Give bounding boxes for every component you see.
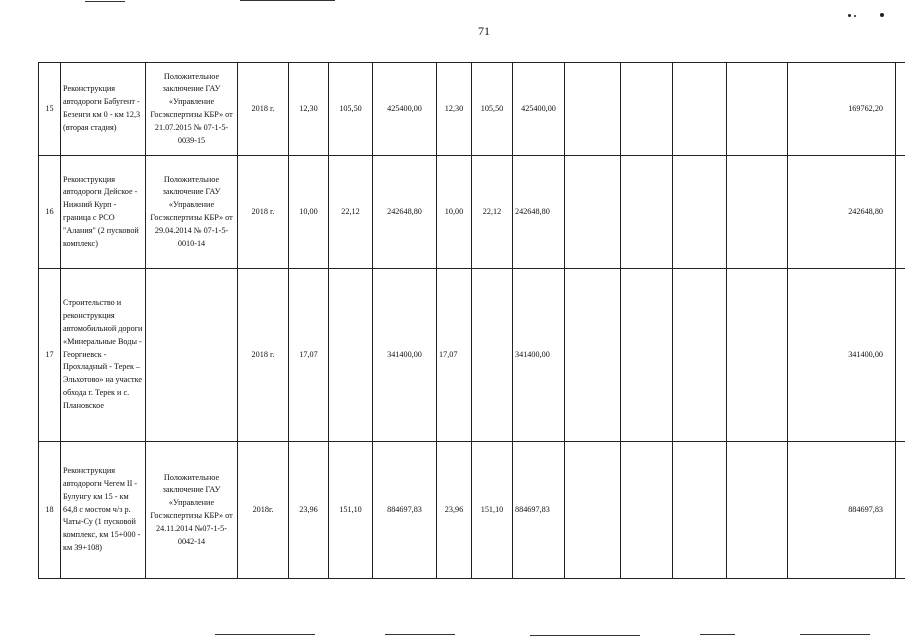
expert-conclusion: Положительное заключение ГАУ «Управление Госэкспертизы КБР» от 21.07.2015 № 07-1-5-0039-15 (146, 63, 238, 156)
empty-cell (673, 63, 727, 156)
area-2: 151,10 (472, 442, 513, 579)
empty-cell (727, 442, 788, 579)
length-km-2: 12,30 (437, 63, 472, 156)
empty-cell (896, 442, 905, 579)
empty-cell (565, 269, 621, 442)
year: 2018 г. (238, 269, 289, 442)
project-name: Реконструкция автодороги Бабугент - Безенги км 0 - км 12,3 (вторая стадия) (61, 63, 146, 156)
scan-line (800, 634, 870, 635)
cost-2: 242648,80 (513, 156, 565, 269)
project-name: Строительство и реконструкция автомобильной дороги «Минеральные Воды - Георгиевск - Прохладный - Терек – Эльхотово» на участке обхода г. Терек и с. Плановское (61, 269, 146, 442)
table-row (39, 269, 905, 442)
amount: 341400,00 (788, 269, 896, 442)
cost: 425400,00 (373, 63, 437, 156)
length-km-2: 17,07 (437, 269, 472, 442)
scan-line (700, 634, 735, 635)
expert-conclusion: Положительное заключение ГАУ «Управление Госэкспертизы КБР» от 29.04.2014 № 07-1-5-0010-14 (146, 156, 238, 269)
year: 2018 г. (238, 156, 289, 269)
scan-line (385, 634, 455, 635)
cost: 242648,80 (373, 156, 437, 269)
scan-line (240, 0, 335, 1)
year: 2018 г. (238, 63, 289, 156)
length-km: 12,30 (289, 63, 329, 156)
area: 22,12 (329, 156, 373, 269)
scan-line (530, 635, 640, 636)
cost-2: 884697,83 (513, 442, 565, 579)
expert-conclusion: Положительное заключение ГАУ «Управление Госэкспертизы КБР» от 24.11.2014 №07-1-5-0042-14 (146, 442, 238, 579)
cost: 884697,83 (373, 442, 437, 579)
scan-line (85, 1, 125, 2)
empty-cell (727, 63, 788, 156)
empty-cell (727, 269, 788, 442)
empty-cell (673, 156, 727, 269)
projects-table (38, 62, 905, 579)
empty-cell (896, 63, 905, 156)
scan-mark (854, 15, 856, 17)
area-2 (472, 269, 513, 442)
empty-cell (565, 156, 621, 269)
table-row (39, 156, 905, 269)
project-name: Реконструкция автодороги Дейское - Нижний Курп - граница с РСО "Алания" (2 пусковой комплекс) (61, 156, 146, 269)
empty-cell (673, 269, 727, 442)
length-km-2: 10,00 (437, 156, 472, 269)
project-name: Реконструкция автодороги Чегем II - Булунгу км 15 - км 64,8 с мостом ч/з р. Чаты-Су (1 пусковой комплекс, км 15+000 - км 39+108) (61, 442, 146, 579)
empty-cell (621, 269, 673, 442)
area-2: 105,50 (472, 63, 513, 156)
length-km: 17,07 (289, 269, 329, 442)
scan-mark (848, 14, 851, 17)
length-km: 10,00 (289, 156, 329, 269)
empty-cell (621, 63, 673, 156)
table-row (39, 63, 905, 156)
area-2: 22,12 (472, 156, 513, 269)
area (329, 269, 373, 442)
page-number: 71 (478, 24, 490, 38)
cost: 341400,00 (373, 269, 437, 442)
empty-cell (896, 269, 905, 442)
empty-cell (621, 442, 673, 579)
scan-line (215, 634, 315, 635)
amount: 169762,20 (788, 63, 896, 156)
empty-cell (896, 156, 905, 269)
row-number: 18 (39, 442, 61, 579)
empty-cell (727, 156, 788, 269)
table-row (39, 442, 905, 579)
length-km: 23,96 (289, 442, 329, 579)
amount: 884697,83 (788, 442, 896, 579)
cost-2: 425400,00 (513, 63, 565, 156)
empty-cell (673, 442, 727, 579)
area: 151,10 (329, 442, 373, 579)
scan-mark (880, 13, 884, 17)
year: 2018г. (238, 442, 289, 579)
empty-cell (621, 156, 673, 269)
row-number: 17 (39, 269, 61, 442)
cost-2: 341400,00 (513, 269, 565, 442)
expert-conclusion (146, 269, 238, 442)
amount: 242648,80 (788, 156, 896, 269)
area: 105,50 (329, 63, 373, 156)
row-number: 16 (39, 156, 61, 269)
empty-cell (565, 442, 621, 579)
row-number: 15 (39, 63, 61, 156)
length-km-2: 23,96 (437, 442, 472, 579)
empty-cell (565, 63, 621, 156)
